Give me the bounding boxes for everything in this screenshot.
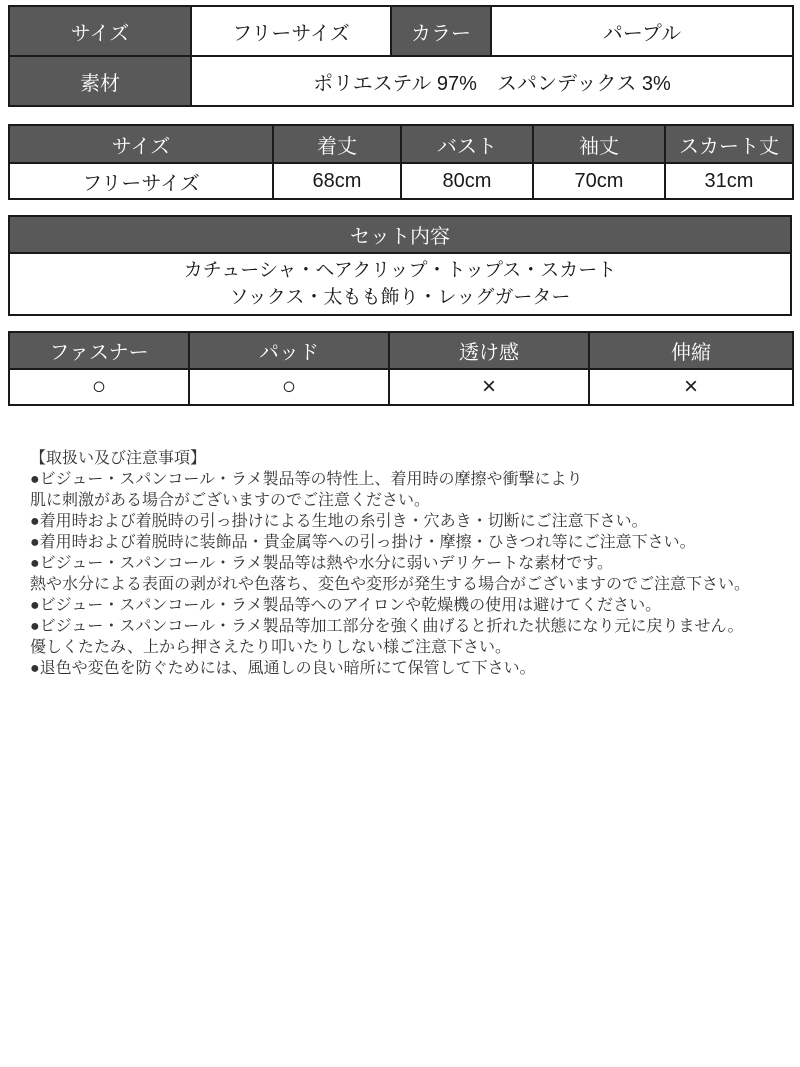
set-contents-table	[8, 215, 792, 316]
handling-notes-title: 【取扱い及び注意事項】	[30, 450, 207, 467]
features-header-stretch: 伸縮	[589, 332, 793, 369]
measurements-header-row	[9, 125, 793, 163]
handling-notes-line: 熱や水分による表面の剥がれや色落ち、変色や変形が発生する場合がございますのでご注意下さい。	[30, 576, 751, 593]
features-table	[8, 331, 794, 406]
set-contents-header-row	[9, 216, 791, 253]
features-header-pad: パッド	[189, 332, 389, 369]
measurements-data-row	[9, 163, 793, 199]
handling-notes-line: ●ビジュー・スパンコール・ラメ製品等は熱や水分に弱いデリケートな素材です。	[30, 555, 613, 572]
measurements-header-bust: バスト	[401, 125, 533, 163]
features-header-sheerness: 透け感	[389, 332, 589, 369]
features-header-fastener: ファスナー	[9, 332, 189, 369]
material-label-cell: 素材	[9, 56, 191, 106]
features-data-row	[9, 369, 793, 405]
size-value-cell: フリーサイズ	[191, 6, 391, 56]
set-contents-line-1: カチューシャ・ヘアクリップ・トップス・スカート	[183, 260, 617, 281]
features-stretch-value: ×	[589, 369, 793, 405]
summary-table	[8, 5, 794, 107]
summary-row-material	[9, 56, 793, 106]
set-contents-line-2: ソックス・太もも飾り・レッグガーター	[229, 287, 571, 308]
features-pad-value: ○	[189, 369, 389, 405]
size-label-cell: サイズ	[9, 6, 191, 56]
measurements-bust-value: 80cm	[401, 163, 533, 199]
measurements-size-value: フリーサイズ	[9, 163, 273, 199]
measurements-sleeve-value: 70cm	[533, 163, 665, 199]
measurements-skirt-value: 31cm	[665, 163, 793, 199]
set-contents-title: セット内容	[9, 216, 791, 253]
measurements-table	[8, 124, 794, 200]
material-value-cell: ポリエステル 97% スパンデックス 3%	[191, 56, 793, 106]
set-contents-body-row	[9, 253, 791, 315]
color-label-cell: カラー	[391, 6, 491, 56]
summary-row-size-color	[9, 6, 793, 56]
features-fastener-value: ○	[9, 369, 189, 405]
handling-notes	[8, 448, 792, 679]
handling-notes-line: ●ビジュー・スパンコール・ラメ製品等の特性上、着用時の摩擦や衝撃により	[30, 471, 583, 488]
measurements-header-length: 着丈	[273, 125, 401, 163]
handling-notes-line: 肌に刺激がある場合がございますのでご注意ください。	[30, 492, 431, 509]
measurements-header-skirt: スカート丈	[665, 125, 793, 163]
measurements-header-sleeve: 袖丈	[533, 125, 665, 163]
color-value-cell: パープル	[491, 6, 793, 56]
measurements-header-size: サイズ	[9, 125, 273, 163]
handling-notes-line: ●着用時および着脱時に装飾品・貴金属等への引っ掛け・摩擦・ひきつれ等にご注意下さい。	[30, 534, 696, 551]
set-contents-body	[9, 253, 791, 315]
measurements-length-value: 68cm	[273, 163, 401, 199]
features-sheerness-value: ×	[389, 369, 589, 405]
handling-notes-line: ●着用時および着脱時の引っ掛けによる生地の糸引き・穴あき・切断にご注意下さい。	[30, 513, 648, 530]
handling-notes-line: ●ビジュー・スパンコール・ラメ製品等加工部分を強く曲げると折れた状態になり元に戻りません。	[30, 618, 744, 635]
handling-notes-line: 優しくたたみ、上から押さえたり叩いたりしない様ご注意下さい。	[30, 639, 511, 656]
handling-notes-line: ●ビジュー・スパンコール・ラメ製品等へのアイロンや乾燥機の使用は避けてください。	[30, 597, 662, 614]
handling-notes-line: ●退色や変色を防ぐためには、風通しの良い暗所にて保管して下さい。	[30, 660, 536, 677]
features-header-row	[9, 332, 793, 369]
